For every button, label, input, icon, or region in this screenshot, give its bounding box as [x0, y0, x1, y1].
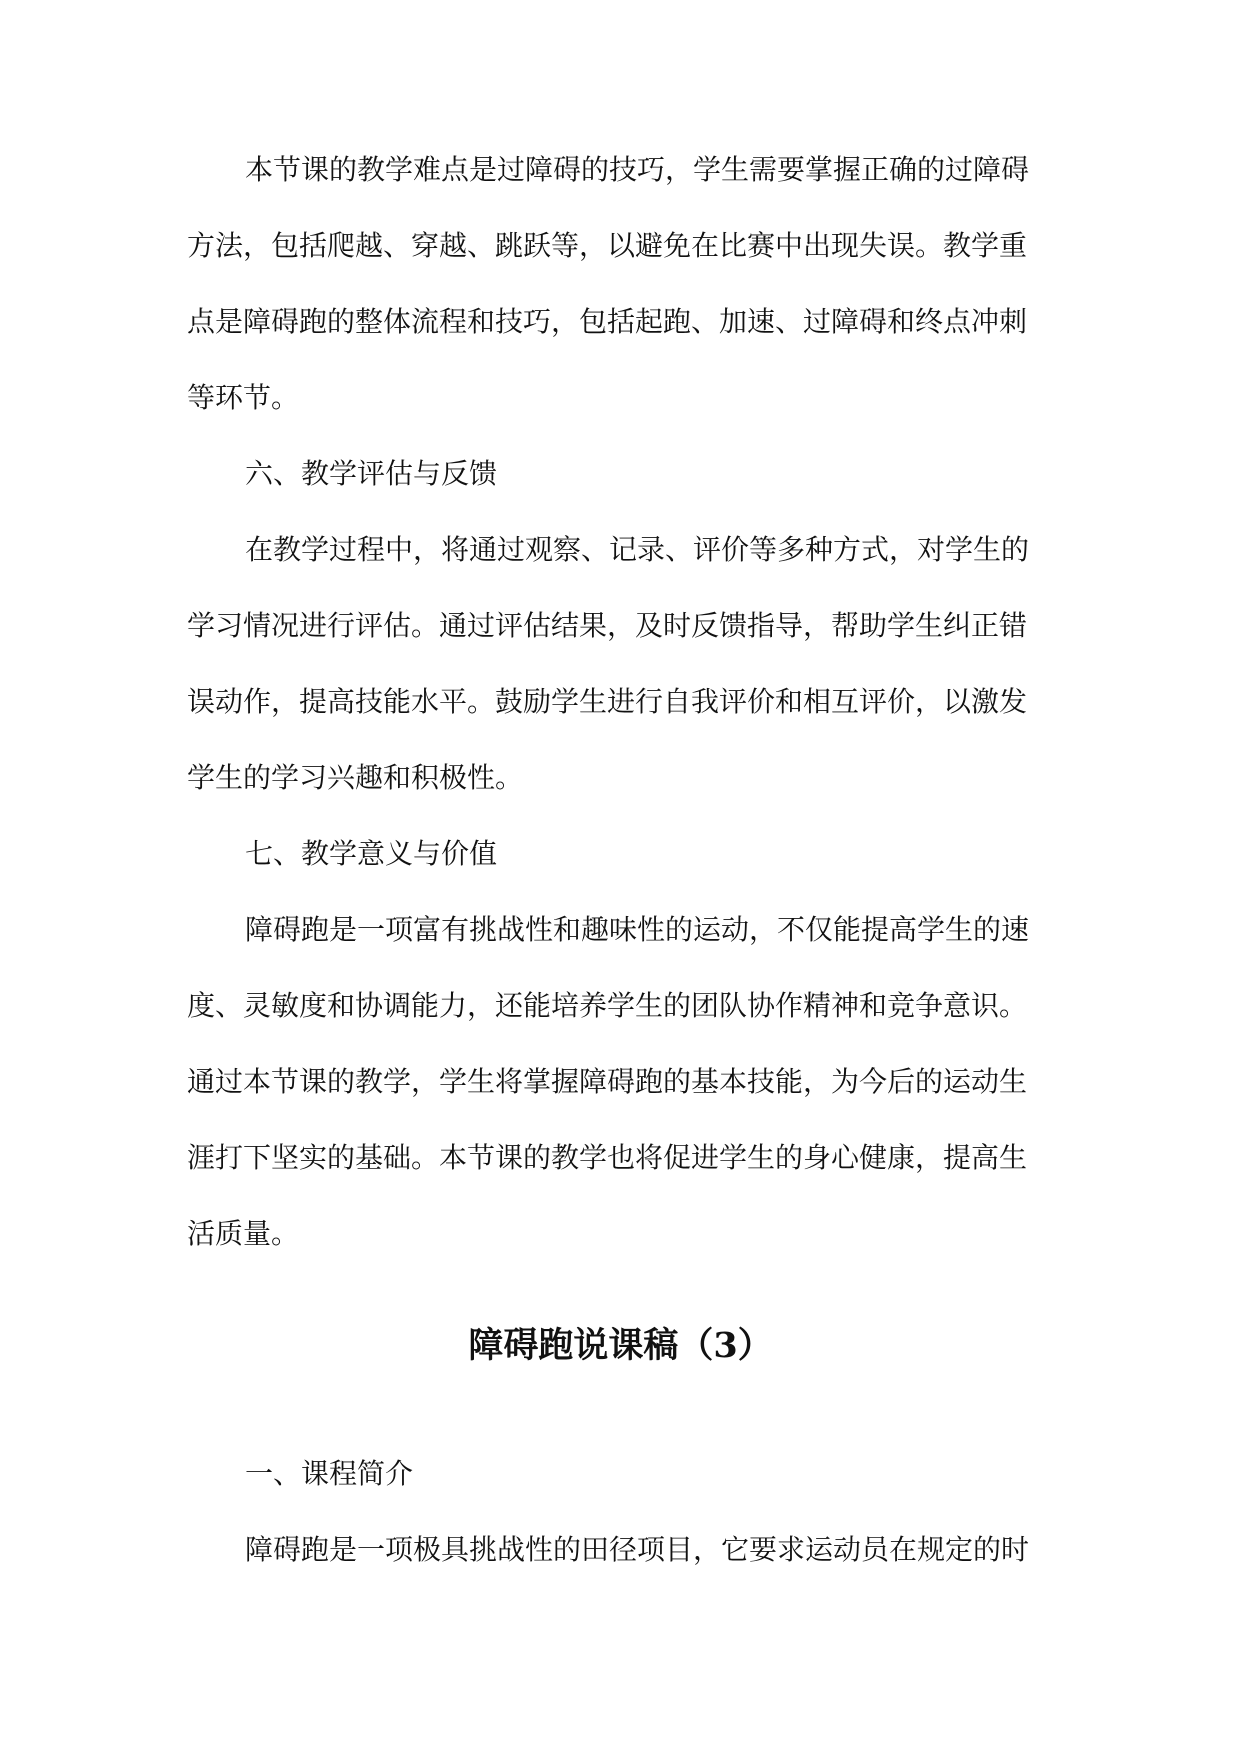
- paragraph-line: 通过本节课的教学，学生将掌握障碍跑的基本技能，为今后的运动生: [187, 1065, 1028, 1098]
- paragraph-line: 误动作，提高技能水平。鼓励学生进行自我评价和相互评价，以激发: [187, 685, 1028, 718]
- section-heading: 六、教学评估与反馈: [245, 457, 498, 490]
- paragraph-line: 障碍跑是一项富有挑战性和趣味性的运动，不仅能提高学生的速: [245, 913, 1030, 946]
- paragraph-line: 在教学过程中，将通过观察、记录、评价等多种方式，对学生的: [245, 533, 1030, 566]
- paragraph-line: 学习情况进行评估。通过评估结果，及时反馈指导，帮助学生纠正错: [187, 609, 1028, 642]
- section-heading: 七、教学意义与价值: [245, 837, 498, 870]
- paragraph-line: 活质量。: [187, 1217, 300, 1250]
- paragraph-line: 点是障碍跑的整体流程和技巧，包括起跑、加速、过障碍和终点冲刺: [187, 305, 1028, 338]
- paragraph-line: 本节课的教学难点是过障碍的技巧，学生需要掌握正确的过障碍: [245, 153, 1030, 186]
- document-title: 障碍跑说课稿（3）: [468, 1325, 773, 1366]
- section-heading: 一、课程简介: [245, 1457, 414, 1490]
- paragraph-line: 度、灵敏度和协调能力，还能培养学生的团队协作精神和竞争意识。: [187, 989, 1028, 1022]
- paragraph-line: 方法，包括爬越、穿越、跳跃等，以避免在比赛中出现失误。教学重: [187, 229, 1028, 262]
- paragraph-line: 等环节。: [187, 381, 300, 414]
- paragraph-line: 障碍跑是一项极具挑战性的田径项目，它要求运动员在规定的时: [245, 1533, 1030, 1566]
- paragraph-line: 涯打下坚实的基础。本节课的教学也将促进学生的身心健康，提高生: [187, 1141, 1028, 1174]
- paragraph-line: 学生的学习兴趣和积极性。: [187, 761, 524, 794]
